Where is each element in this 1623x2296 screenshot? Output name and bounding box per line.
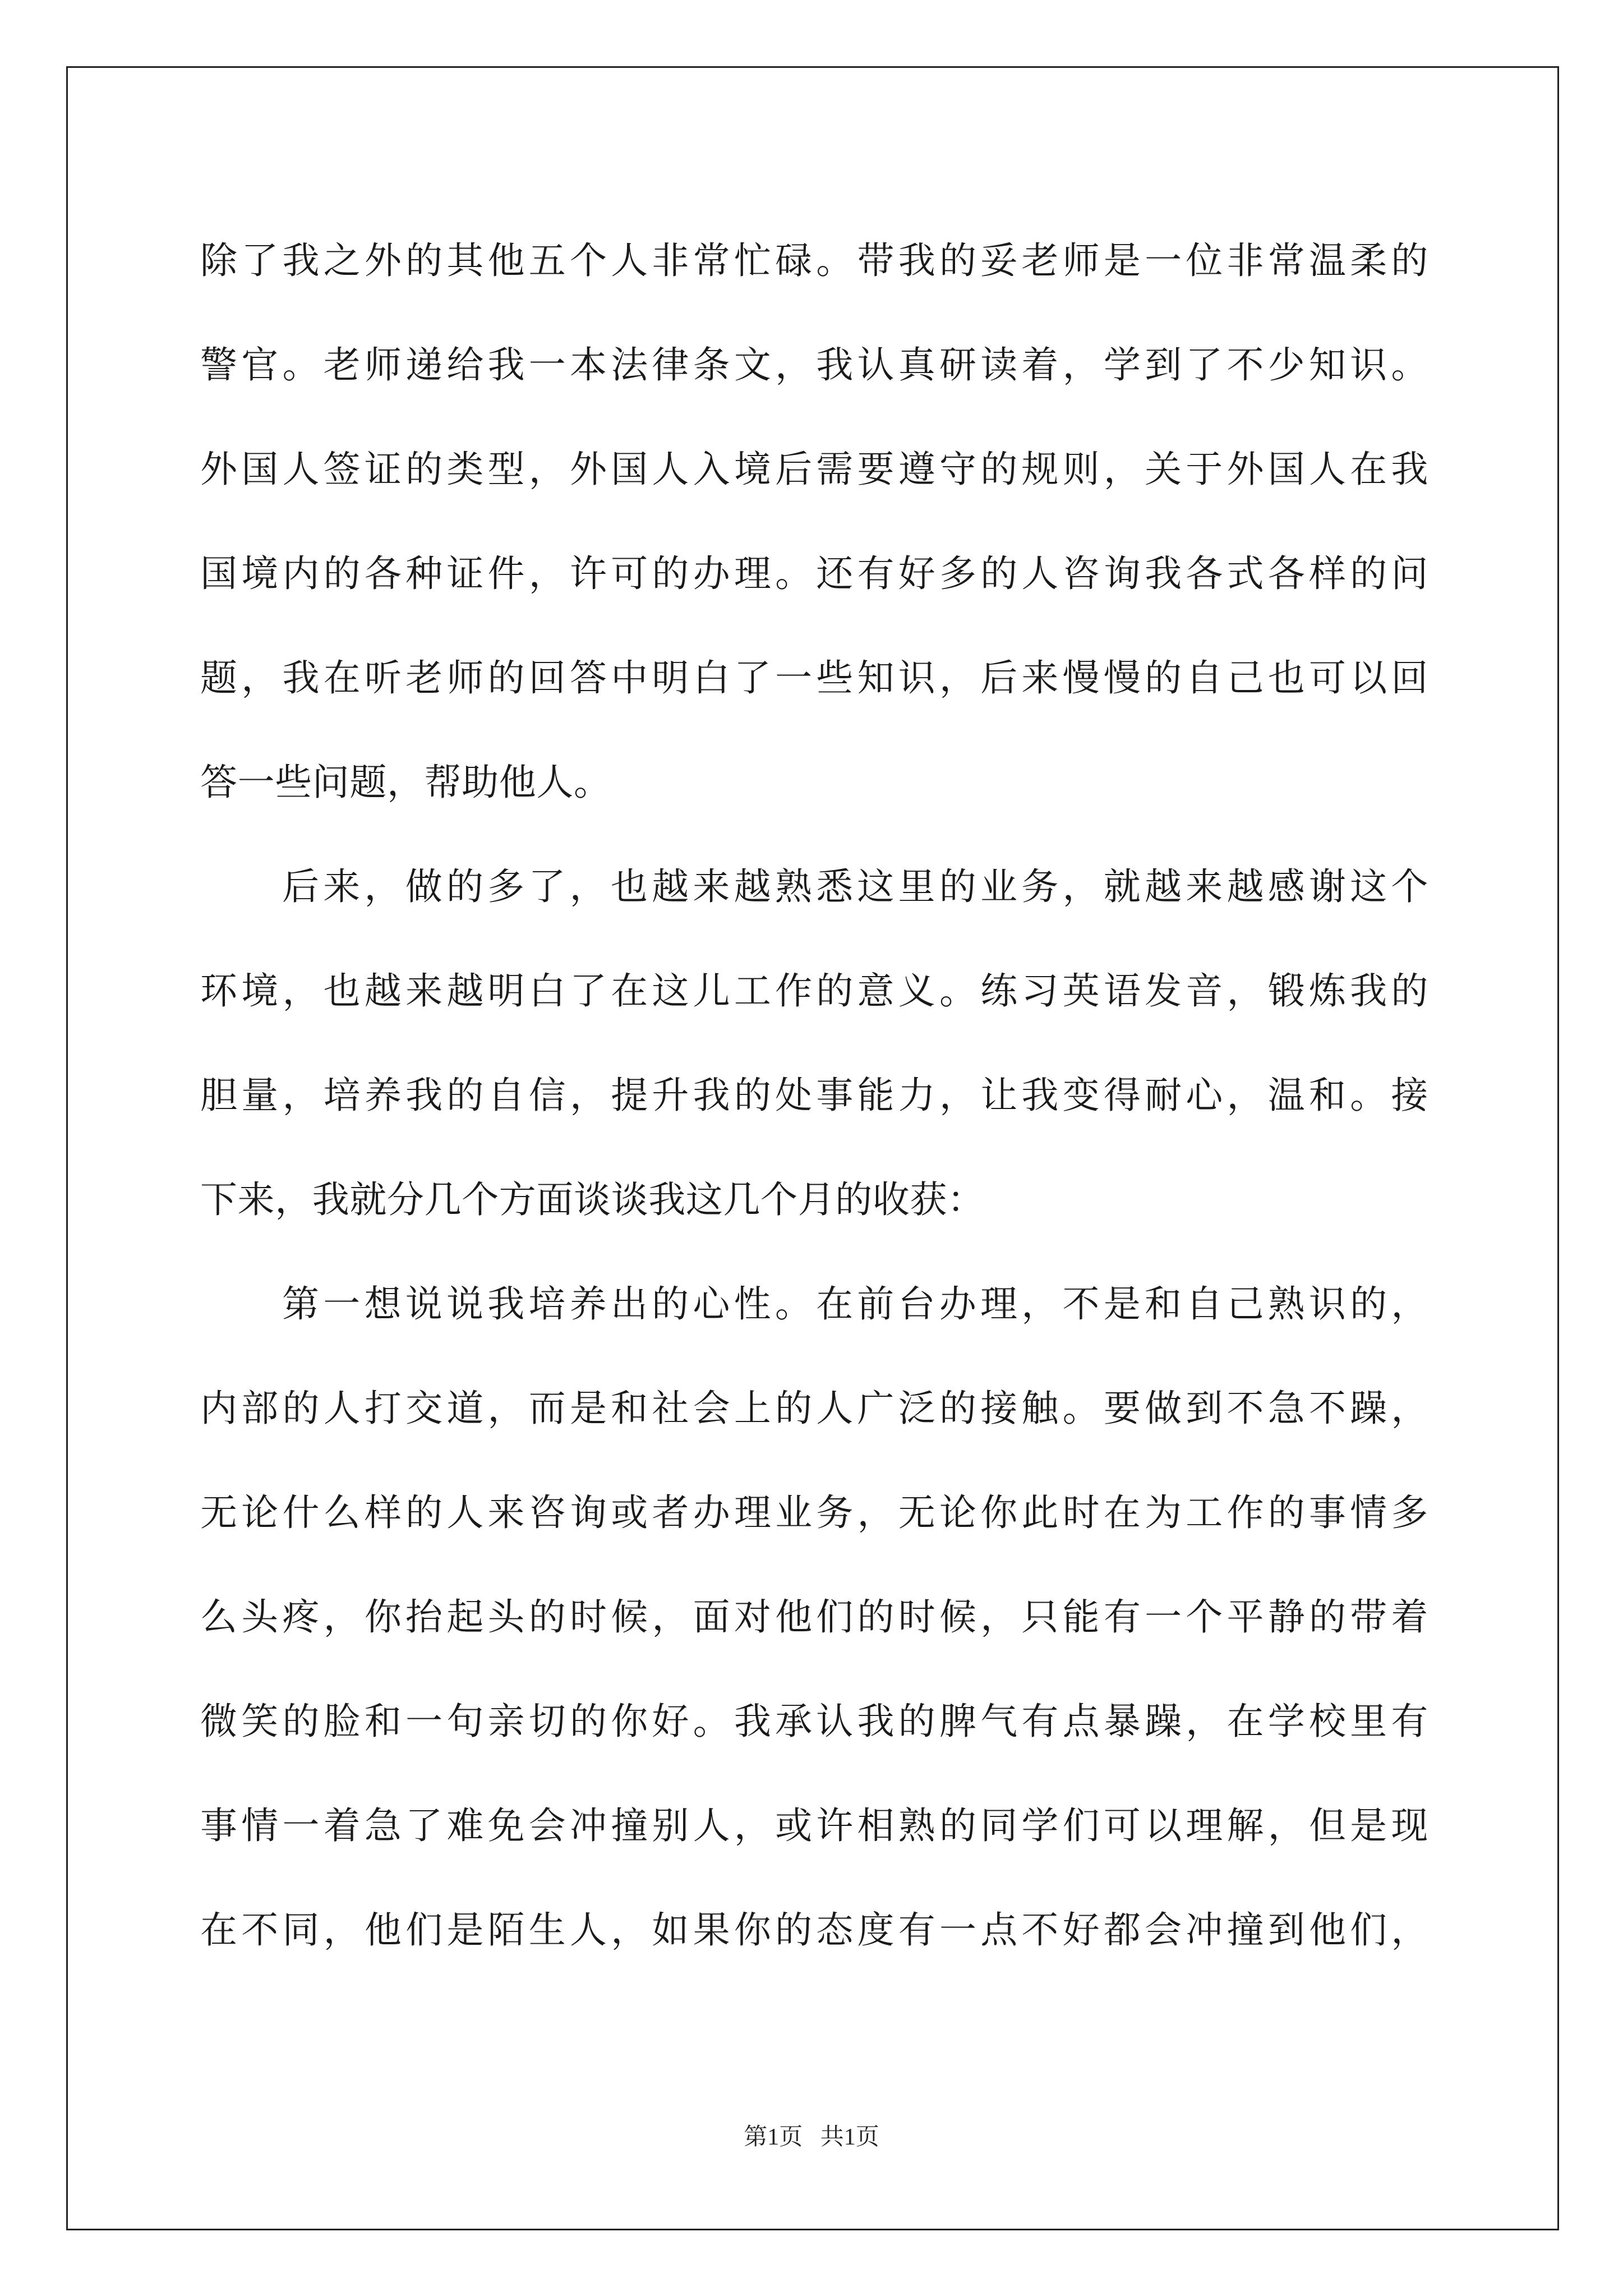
text-line: 答一些问题，帮助他人。 [200, 761, 611, 804]
text-line: 胆量，培养我的自信，提升我的处事能力，让我变得耐心，温和。接 [200, 1074, 1428, 1117]
text-line: 警官。老师递给我一本法律条文，我认真研读着，学到了不少知识。 [200, 343, 1428, 386]
text-line: 事情一着急了难免会冲撞别人，或许相熟的同学们可以理解，但是现 [200, 1804, 1428, 1847]
paragraph-first-line: 后来，做的多了，也越来越熟悉这里的业务，就越来越感谢这个 [282, 865, 1428, 908]
text-line: 环境，也越来越明白了在这儿工作的意义。练习英语发音，锻炼我的 [200, 969, 1428, 1013]
text-line: 下来，我就分几个方面谈谈我这几个月的收获： [200, 1178, 985, 1221]
text-line: 除了我之外的其他五个人非常忙碌。带我的妥老师是一位非常温柔的 [200, 239, 1428, 282]
text-line: 内部的人打交道，而是和社会上的人广泛的接触。要做到不急不躁， [200, 1387, 1428, 1430]
text-line: 么头疼，你抬起头的时候，面对他们的时候，只能有一个平静的带着 [200, 1595, 1428, 1639]
document-body [200, 209, 1428, 1982]
page-number-footer: 第1页 共1页 [744, 2124, 879, 2150]
text-line: 外国人签证的类型，外国人入境后需要遵守的规则，关于外国人在我 [200, 448, 1428, 491]
paragraph-first-line: 第一想说说我培养出的心性。在前台办理，不是和自己熟识的， [282, 1282, 1428, 1326]
text-line: 在不同，他们是陌生人，如果你的态度有一点不好都会冲撞到他们， [200, 1908, 1428, 1952]
text-line: 国境内的各种证件，许可的办理。还有好多的人咨询我各式各样的问 [200, 552, 1428, 595]
text-line: 无论什么样的人来咨询或者办理业务，无论你此时在为工作的事情多 [200, 1491, 1428, 1534]
text-line: 微笑的脸和一句亲切的你好。我承认我的脾气有点暴躁，在学校里有 [200, 1700, 1428, 1743]
text-line: 题，我在听老师的回答中明白了一些知识，后来慢慢的自己也可以回 [200, 656, 1428, 700]
